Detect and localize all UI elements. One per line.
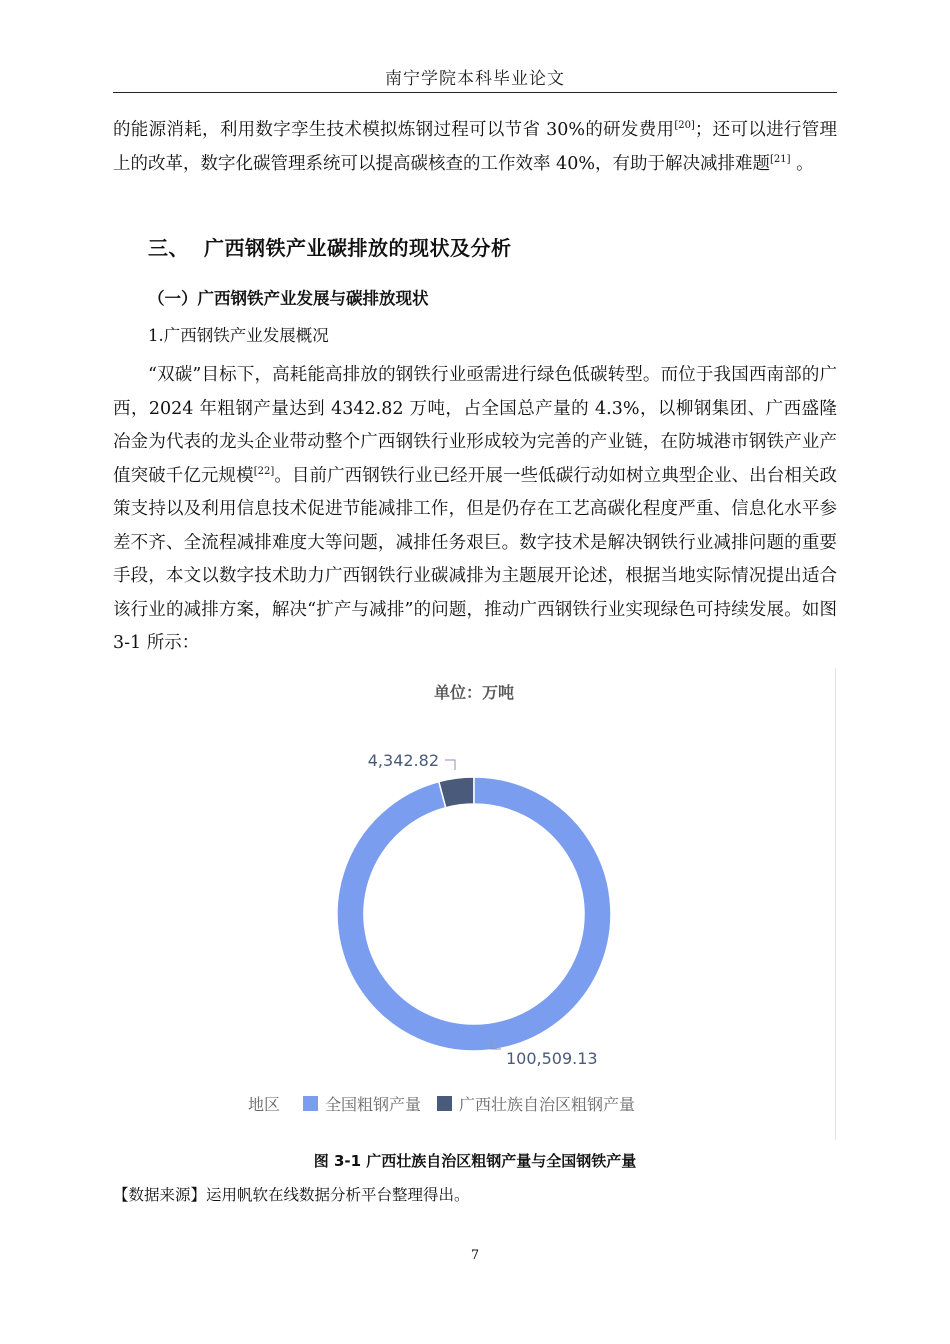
legend-swatch-national[interactable] (303, 1096, 318, 1111)
paragraph-text: “双碳”目标下，高耗能高排放的钢铁行业亟需进行绿色低碳转型。而位于我国西南部的广西，2024 年粗钢产量达到 4342.82 万吨，占全国总产量的 4.3%，以柳钢集团、广西盛隆冶金为代表的龙头企业带动整个广西钢铁行业形成较为完善的产业链，在防城港市钢铁产业产值突破千亿元规模 (113, 365, 837, 486)
data-label-guangxi: 4,342.82 (367, 751, 439, 770)
data-label-national: 100,509.13 (506, 1049, 598, 1068)
section-title: 广西钢铁产业碳排放的现状及分析 (204, 236, 512, 260)
section-number: 三、 (148, 236, 189, 260)
header-rule (113, 92, 837, 93)
legend-swatch-guangxi[interactable] (437, 1096, 452, 1111)
paragraph-intro (113, 114, 837, 181)
citation: [21] (769, 153, 791, 165)
figure-source: 【数据来源】运用帆软在线数据分析平台整理得出。 (113, 1186, 470, 1204)
citation: [20] (674, 120, 695, 132)
paragraph-text: 。 (790, 153, 814, 174)
donut-chart-svg (113, 668, 835, 1140)
legend-label-national[interactable]: 全国粗钢产量 (325, 1095, 422, 1114)
subsubsection-heading: 1.广西钢铁产业发展概况 (148, 326, 329, 345)
leader-line-guangxi (445, 760, 455, 770)
legend-title: 地区 (248, 1095, 281, 1114)
paragraph-text: 的能源消耗，利用数字孪生技术模拟炼钢过程可以节省 30%的研发费用 (113, 120, 675, 140)
paragraph-text: 。目前广西钢铁行业已经开展一些低碳行动如树立典型企业、出台相关政策支持以及利用信息技术促进节能减排工作，但是仍存在工艺高碳化程度严重、信息化水平参差不齐、全流程减排难度大等问题，减排任务艰巨。数字技术是解决钢铁行业减排问题的重要手段，本文以数字技术助力广西钢铁行业碳减排为主题展开论述，根据当地实际情况提出适合该行业的减排方案，解决“扩产与减排”的问题，推动广西钢铁行业实现绿色可持续发展。如图 3-1 所示： (113, 465, 838, 653)
page-number: 7 (470, 1248, 480, 1263)
subsection-heading: （一）广西钢铁产业发展与碳排放现状 (148, 289, 429, 308)
citation: [22] (253, 465, 275, 477)
figure-caption: 图 3-1 广西壮族自治区粗钢产量与全国钢铁产量 (313, 1152, 637, 1170)
legend-label-guangxi[interactable]: 广西壮族自治区粗钢产量 (459, 1095, 636, 1114)
chart-subtitle: 单位：万吨 (433, 683, 515, 702)
page-header: 南宁学院本科毕业论文 (385, 69, 565, 89)
section-heading (148, 232, 512, 261)
chart-frame-edge (835, 668, 836, 1140)
donut-chart (113, 668, 837, 1140)
paragraph-overview (113, 359, 837, 661)
slice-national (337, 777, 611, 1051)
paragraph-text: ；还可以进行管理上的改革，数字化碳管理系统可以提高碳核查的工作效率 40%，有助于解决减排难题 (113, 120, 837, 174)
